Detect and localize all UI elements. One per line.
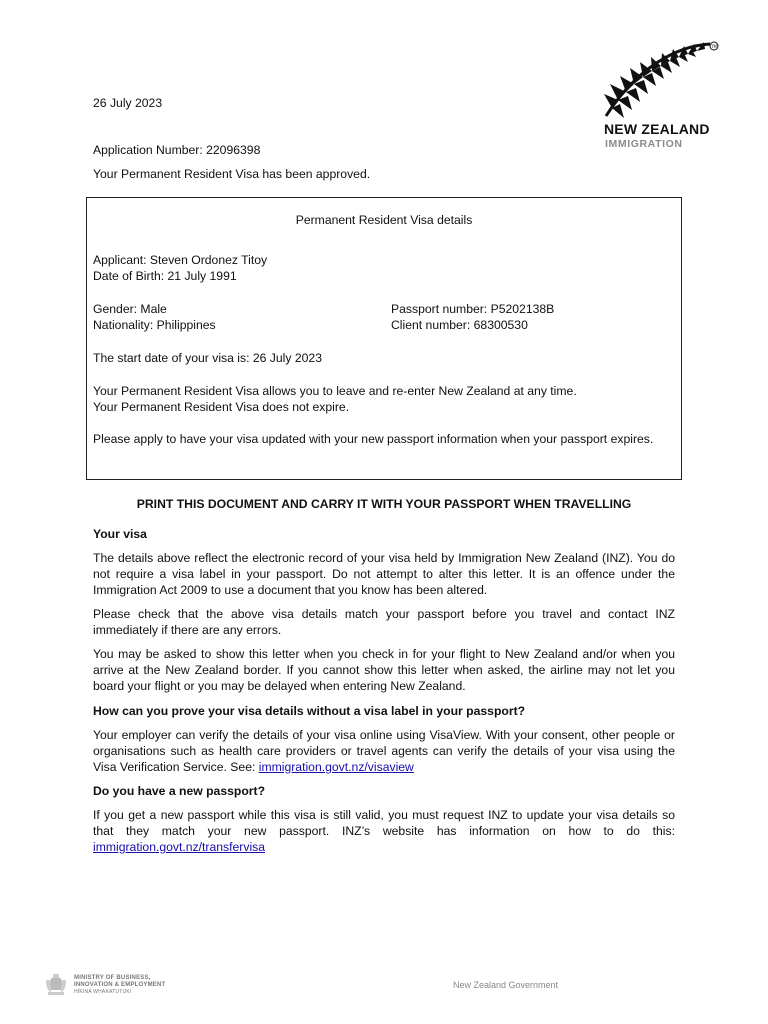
passport-number: Passport number: P5202138B <box>391 302 555 316</box>
your-visa-paragraph-1: The details above reflect the electronic record of your visa held by Immigration New Zealand (INZ). You do not require a visa label in your passport. Do not attempt to alter this letter. It is an offence under the Immigration Act 2009 to use a document that you know has been altered. <box>93 551 675 597</box>
application-number: Application Number: 22096398 <box>93 143 261 157</box>
mbie-line-1: MINISTRY OF BUSINESS, <box>74 975 151 981</box>
your-visa-paragraph-2: Please check that the above visa details match your passport before you travel and contact INZ immediately if there are any errors. <box>93 607 675 637</box>
letter-date: 26 July 2023 <box>93 96 163 110</box>
mbie-line-2: INNOVATION & EMPLOYMENT <box>74 982 166 988</box>
date-of-birth: Date of Birth: 21 July 1991 <box>93 269 237 283</box>
client-number: Client number: 68300530 <box>391 318 528 332</box>
footer <box>0 960 600 1010</box>
visa-start-date: The start date of your visa is: 26 July 2023 <box>93 351 322 365</box>
visa-condition-expiry: Your Permanent Resident Visa does not expire. <box>93 400 350 414</box>
prove-visa-text: Your employer can verify the details of your visa online using VisaView. With your consent, other people or organisations such as health care providers or travel agents can verify the details of your visa using the Visa Verification Service. See: <box>93 728 675 774</box>
your-visa-paragraph-3: You may be asked to show this letter when you check in for your flight to New Zealand and/or when you arrive at the New Zealand border. If you cannot show this letter when asked, the airline may not let you board your flight or you may be delayed when entering New Zealand. <box>93 647 675 693</box>
svg-text:TM: TM <box>711 44 717 49</box>
print-notice: PRINT THIS DOCUMENT AND CARRY IT WITH YOUR PASSPORT WHEN TRAVELLING <box>136 497 632 511</box>
details-heading: Permanent Resident Visa details <box>295 213 473 227</box>
new-passport-text: If you get a new passport while this visa is still valid, you must request INZ to update your visa details so that they match your new passport. INZ’s website has information on how to do this: <box>93 808 675 838</box>
new-passport-paragraph <box>93 807 675 855</box>
gender: Gender: Male <box>93 302 167 316</box>
visaview-link[interactable]: immigration.govt.nz/visaview <box>258 760 414 774</box>
nz-government-wordmark: New Zealand Government <box>453 980 559 990</box>
new-passport-heading: Do you have a new passport? <box>93 784 266 798</box>
prove-visa-heading: How can you prove your visa details without a visa label in your passport? <box>93 704 526 718</box>
logo-title: NEW ZEALAND <box>604 121 710 137</box>
prove-visa-paragraph <box>93 727 675 775</box>
approval-statement: Your Permanent Resident Visa has been approved. <box>93 167 371 181</box>
passport-update-note: Please apply to have your visa updated with your new passport information when your passport expires. <box>93 432 654 446</box>
applicant-name: Applicant: Steven Ordonez Titoy <box>93 253 268 267</box>
logo-subtitle: IMMIGRATION <box>605 138 683 150</box>
visa-condition-travel: Your Permanent Resident Visa allows you to leave and re-enter New Zealand at any time. <box>93 384 577 398</box>
coat-of-arms-icon <box>44 974 68 996</box>
transfervisa-link[interactable]: immigration.govt.nz/transfervisa <box>93 840 266 854</box>
nationality: Nationality: Philippines <box>93 318 216 332</box>
your-visa-heading: Your visa <box>93 527 147 541</box>
mbie-line-3: HĪKINA WHAKATUTUKI <box>74 989 132 995</box>
